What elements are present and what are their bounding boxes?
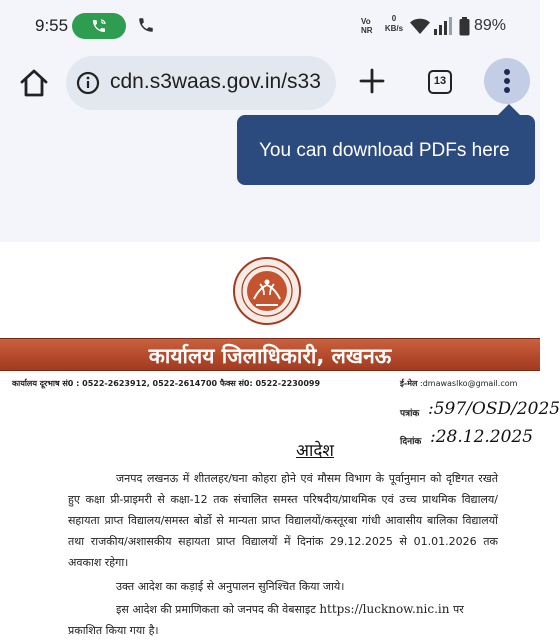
order-paragraph-1: जनपद लखनऊ में शीतलहर/घना कोहरा होने एवं मौसम विभाग के पूर्वानुमान को दृष्टिगत रखते हुए कक्षा प्री-प्राइमरी से कक्षा-12 तक संचालित समस्त परिषदीय/प्राथमिक एवं उच्च प्राथमिक विद्यालय/सहायता प्राप्त विद्यालय/समस्त बोर्डो से मान्यता प्राप्त विद्यालयों/कस्तूरबा गांधी आवासीय बालिका विद्यालयों तथा राजकीय/अशासकीय सहायता प्राप्त विद्यालयों में दिनांक 29.12.2025 से 01.01.2026 तक अवकाश रहेगा। — [68, 472, 498, 569]
network-type: Vo NR — [361, 17, 373, 35]
wifi-icon — [410, 18, 430, 35]
office-email — [400, 378, 517, 389]
office-contact-numbers: कार्यालय दूरभाष सं0 : 0522-2623912, 0522-2614700 फैक्स सं0: 0522-2230099 — [12, 379, 321, 388]
email-address: :dmawaslko@gmail.com — [420, 379, 518, 388]
more-dots-icon-mid — [504, 78, 510, 84]
new-tab-icon[interactable] — [357, 66, 387, 96]
date-label: दिनांक — [400, 437, 422, 447]
office-header-band — [0, 338, 540, 371]
email-label: ई-मेल — [400, 379, 418, 388]
up-government-emblem — [232, 254, 302, 328]
ongoing-call-indicator[interactable] — [72, 13, 126, 39]
order-body — [68, 468, 498, 641]
phone-call-icon — [91, 18, 107, 34]
tab-count: 13 — [433, 75, 447, 87]
battery-icon — [459, 17, 470, 36]
url-text[interactable]: cdn.s3waas.gov.in/s33 — [110, 70, 321, 93]
order-date: :28.12.2025 — [430, 427, 534, 447]
download-tooltip[interactable] — [237, 115, 535, 185]
paragraph-3-prefix: इस आदेश की प्रमाणिकता को जनपद की वेबसाइट — [116, 603, 316, 616]
more-dots-icon-bottom — [504, 87, 510, 93]
district-website-url[interactable]: https://lucknow.nic.in — [319, 602, 450, 616]
status-bar — [0, 0, 540, 52]
network-speed — [381, 14, 407, 34]
battery-percent: 89% — [474, 17, 507, 34]
pdf-document[interactable] — [0, 242, 560, 637]
address-bar[interactable] — [66, 56, 336, 110]
order-paragraph-2: उक्त आदेश का कड़ाई से अनुपालन सुनिश्चित किया जाये। — [116, 580, 345, 593]
home-icon[interactable] — [17, 66, 51, 100]
reference-number: :597/OSD/2025 — [428, 399, 560, 419]
network-speed-unit: KB/s — [384, 24, 404, 33]
more-options-button[interactable] — [484, 58, 530, 104]
tab-switcher-button[interactable] — [428, 70, 452, 94]
signal-icon — [434, 17, 454, 35]
order-paragraph-4: प्रकाशित किया गया है। — [68, 624, 159, 637]
site-info-icon[interactable] — [76, 71, 100, 95]
network-speed-value: 0 — [391, 14, 397, 23]
phone-icon — [137, 16, 155, 34]
office-title: कार्यालय जिलाधिकारी, लखनऊ — [148, 344, 392, 368]
tooltip-text: You can download PDFs here — [259, 140, 510, 161]
order-paragraph-3 — [68, 599, 498, 620]
order-title: आदेश — [296, 441, 334, 461]
status-time: 9:55 — [35, 16, 69, 35]
paragraph-3-suffix: पर — [453, 603, 464, 616]
reference-label: पत्रांक — [400, 409, 420, 419]
more-dots-icon — [504, 69, 510, 75]
